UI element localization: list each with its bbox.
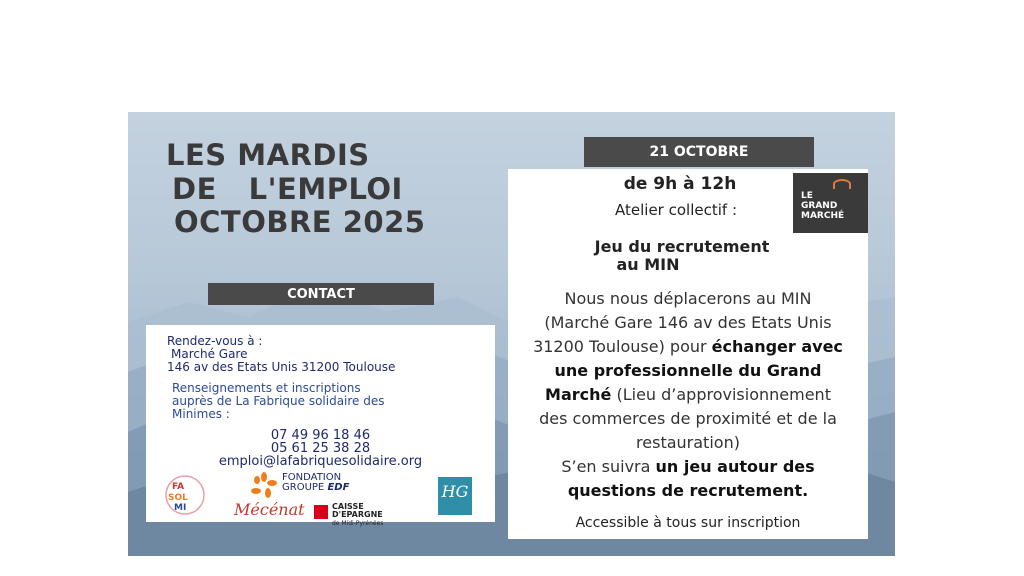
edf-flower-icon [250, 471, 278, 499]
event-footer: Accessible à tous sur inscription [575, 515, 801, 531]
place: Marché Gare [171, 347, 248, 361]
phone-2[interactable]: 05 61 25 38 28 [270, 441, 371, 456]
body-line: questions de recrutement. [567, 481, 809, 500]
body-line: S’en suivra un jeu autour des [561, 457, 815, 476]
poster [128, 112, 895, 556]
info-line-2: auprès de La Fabrique solidaire des [172, 394, 385, 408]
title-line-3: OCTOBRE 2025 [174, 205, 426, 239]
body-line: (Marché Gare 146 av des Etats Unis [544, 313, 832, 332]
caisse-epargne-logo [314, 503, 404, 525]
caisse-line-1: CAISSE [332, 502, 364, 511]
grand-marche-line-1: LE [801, 191, 813, 201]
edf-line-3: EDF [327, 482, 350, 493]
grand-marche-logo [793, 173, 868, 233]
caisse-line-3: de Midi-Pyrénées [332, 520, 384, 527]
svg-text:SOL: SOL [168, 493, 188, 503]
grand-marche-mark-icon [833, 179, 851, 189]
svg-text:FA: FA [172, 482, 185, 492]
squirrel-icon [314, 505, 328, 519]
event-name-line-2: au MIN [616, 255, 680, 274]
fondation-edf-logo [250, 471, 360, 499]
grand-marche-line-2: GRAND [801, 201, 838, 211]
body-line: Nous nous déplacerons au MIN [564, 289, 812, 308]
edf-line-2: GROUPE [282, 482, 325, 493]
svg-text:MI: MI [174, 503, 187, 513]
event-description [508, 287, 868, 503]
edf-line-1: FONDATION [282, 472, 342, 483]
hg-logo: HG [438, 477, 472, 515]
mecenat-label: Mécénat [234, 500, 305, 519]
body-line: Marché (Lieu d’approvisionnement [545, 385, 831, 404]
address: 146 av des Etats Unis 31200 Toulouse [167, 360, 396, 374]
body-line: des commerces de proximité et de la [539, 409, 837, 428]
info-line-3: Minimes : [172, 407, 230, 421]
title-line-2: DE L'EMPLOI [172, 172, 403, 206]
caisse-line-2: D'EPARGNE [332, 510, 383, 519]
info-line-1: Renseignements et inscriptions [172, 381, 361, 395]
event-hours: de 9h à 12h [623, 174, 737, 194]
date-bar: 21 OCTOBRE [584, 137, 814, 167]
event-type: Atelier collectif : [615, 201, 737, 219]
body-line: 31200 Toulouse) pour échanger avec [533, 337, 843, 356]
event-name-line-1: Jeu du recrutement [594, 237, 770, 256]
body-line: une professionnelle du Grand [554, 361, 822, 380]
email-link[interactable]: emploi@lafabriquesolidaire.org [218, 454, 423, 469]
contact-card [146, 325, 495, 527]
title-line-1: LES MARDIS [166, 138, 370, 172]
rdv-label: Rendez-vous à : [167, 334, 263, 348]
grand-marche-line-3: MARCHÉ [801, 211, 845, 221]
contact-bar: CONTACT [208, 283, 434, 305]
body-line: restauration) [636, 433, 740, 452]
fabrique-solidaire-logo [160, 475, 210, 515]
phone-1[interactable]: 07 49 96 18 46 [270, 428, 371, 443]
